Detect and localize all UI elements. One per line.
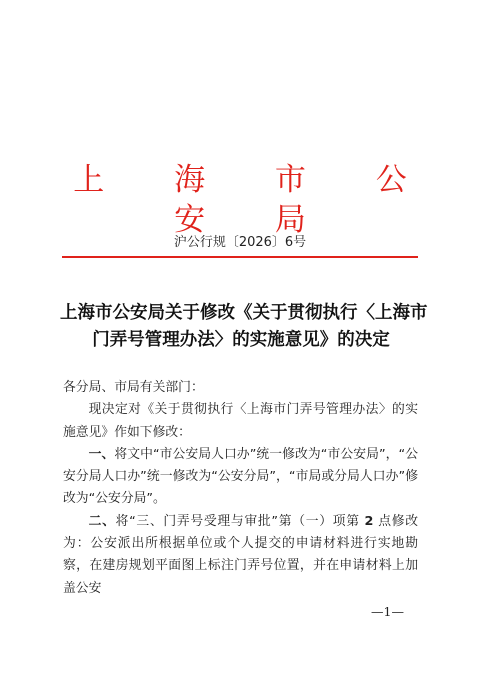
item-2-text-b: 点修改为：公安派出所根据单位或个人提交的申请材料进行实地勘察，在建房规划平面图上标注门弄号位置，并在申请材料上加盖公安 bbox=[63, 513, 419, 596]
document-title bbox=[60, 300, 428, 354]
item-2-text-a: 将“三、门弄号受理与审批”第（一）项第 bbox=[115, 513, 360, 529]
item-1-label: 一、 bbox=[88, 446, 115, 462]
issuing-authority-header: 上 海 市 公 安 局 bbox=[73, 162, 437, 238]
intro-paragraph: 现决定对《关于贯彻执行〈上海市门弄号管理办法〉的实施意见》作如下修改： bbox=[63, 402, 418, 440]
item-2-point-number: 2 bbox=[364, 513, 374, 529]
salutation: 各分局、市局有关部门： bbox=[63, 380, 204, 395]
title-line-2: 门弄号管理办法〉的实施意见》的决定 bbox=[92, 330, 390, 350]
item-1-paragraph bbox=[63, 444, 418, 511]
document-body bbox=[63, 377, 418, 600]
document-number: 沪公行规〔2026〕6号 bbox=[173, 235, 307, 250]
item-1-text: 将文中“市公安局人口办”统一修改为“市公安局”，“公安分局人口办”统一修改为“公安分局”，“市局或分局人口办”修改为“公安分局”。 bbox=[63, 446, 419, 507]
red-divider-line bbox=[62, 256, 418, 258]
title-line-1: 上海市公安局关于修改《关于贯彻执行〈上海市 bbox=[60, 303, 428, 323]
item-2-label: 二、 bbox=[88, 513, 116, 529]
page-number: —1— bbox=[371, 604, 404, 619]
item-2-paragraph bbox=[63, 511, 418, 600]
